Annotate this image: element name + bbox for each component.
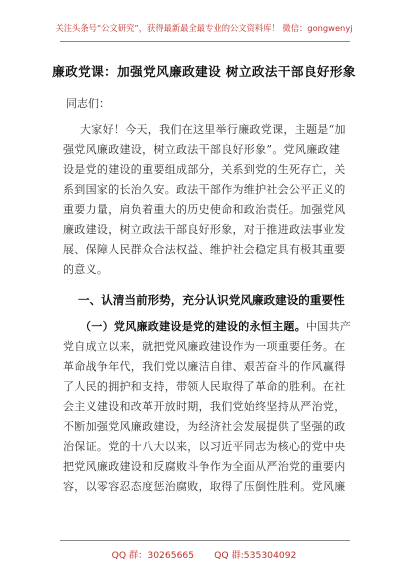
paragraph2-line: 党自成立以来，就把党风廉政建设作为一项重要任务。在 <box>63 340 346 353</box>
paragraph2-line: 革命战争年代，我们党以廉洁自律、艰苦奋斗的作风赢得 <box>63 360 346 373</box>
paragraph2-line: 把党风廉政建设和反腐败斗争作为全面从严治党的重要内 <box>63 460 346 473</box>
document-title: 廉政党课：加强党风廉政建设 树立政法干部良好形象 <box>52 64 356 79</box>
footer-qq-group-1: QQ 群：30265665 <box>111 550 195 561</box>
footer-divider <box>60 540 350 541</box>
header-divider <box>60 41 350 42</box>
paragraph1-line: 强党风廉政建设，树立政法干部良好形象”。党风廉政建 <box>63 143 341 156</box>
paragraph1-line: 重要力量，肩负着重大的历史使命和政治责任。加强党风 <box>63 203 346 216</box>
paragraph1-line: 大家好！今天，我们在这里举行廉政党课，主题是“加 <box>80 123 346 136</box>
paragraph2-line: 了人民的拥护和支持，带领人民取得了革命的胜利。在社 <box>63 380 346 393</box>
header-banner: 关注头条号“公文研究”，获得最新最全最专业的公文资料库！ 微信：gongwenyj <box>55 23 353 33</box>
paragraph2-line: 治保证。党的十八大以来，以习近平同志为核心的党中央 <box>63 440 346 453</box>
paragraph1-line: 设是党的建设的重要组成部分，关系到党的生死存亡，关 <box>63 163 346 176</box>
subsection-heading: （一）党风廉政建设是党的建设的永恒主题。 <box>80 320 306 333</box>
paragraph1-line: 系到国家的长治久安。政法干部作为维护社会公平正义的 <box>63 183 346 196</box>
footer-qq-group-2: QQ 群:535304092 <box>214 550 297 561</box>
paragraph2-line: 会主义建设和改革开放时期，我们党始终坚持从严治党， <box>63 400 346 413</box>
paragraph2-line: 容，以零容忍态度惩治腐败，取得了压倒性胜利。党风廉 <box>63 480 346 493</box>
subsection-lead-line <box>80 318 351 334</box>
paragraph1-line: 廉政建设，树立政法干部良好形象，对于推进政法事业发 <box>63 223 346 236</box>
subsection-lead-tail: 中国共产 <box>306 320 352 333</box>
paragraph1-line: 展、保障人民群众合法权益、维护社会稳定具有极其重要 <box>63 243 346 256</box>
salutation: 同志们： <box>66 97 110 110</box>
paragraph2-line: 不断加强党风廉政建设，为经济社会发展提供了坚强的政 <box>63 420 346 433</box>
paragraph1-line: 的意义。 <box>63 263 109 276</box>
section-heading: 一、认清当前形势，充分认识党风廉政建设的重要性 <box>78 293 345 307</box>
footer <box>0 547 408 561</box>
